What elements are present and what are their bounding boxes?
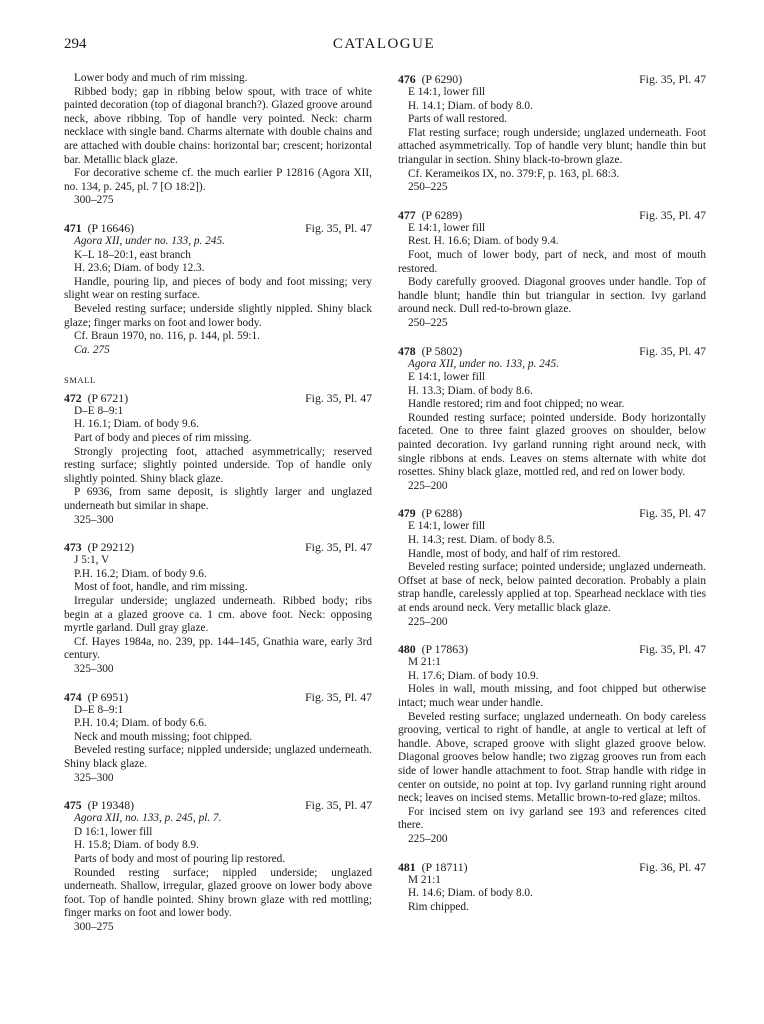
inventory-number: (P 19348): [87, 798, 135, 813]
page-number: 294: [64, 36, 87, 52]
figure-reference: Fig. 35, Pl. 47: [305, 540, 372, 555]
inventory-number: (P 18711): [421, 859, 468, 874]
date-range: 325–300: [74, 513, 114, 526]
deposit: E 14:1, lower fill: [408, 221, 486, 234]
continuation-entry: [64, 72, 372, 208]
deposit: M 21:1: [408, 873, 441, 886]
inventory-number: (P 17863): [421, 642, 469, 657]
figure-reference: Fig. 35, Pl. 47: [639, 72, 706, 86]
entry-number: 476: [398, 72, 416, 86]
condition: Foot, much of lower body, part of neck, and most of mouth restored.: [398, 248, 706, 275]
description: Beveled resting surface; pointed underside; unglazed underneath. Offset at base of neck, below painted decoration. Probably a plain strap handle, carelessly applied at top. Spearhead necklace with ties at ends around neck. Very metallic black glaze.: [398, 561, 706, 614]
dimensions: H. 13.3; Diam. of body 8.6.: [408, 384, 533, 397]
date-range: 225–200: [408, 832, 448, 845]
deposit: E 14:1, lower fill: [408, 86, 486, 98]
comparison: Cf. Kerameikos IX, no. 379:F, p. 163, pl. 68:3.: [408, 167, 620, 180]
inventory-number: (P 5802): [421, 343, 463, 358]
figure-reference: Fig. 35, Pl. 47: [639, 343, 706, 358]
deposit: E 14:1, lower fill: [408, 520, 486, 533]
publication-reference: Agora XII, under no. 133, p. 245.: [74, 234, 225, 247]
deposit: D–E 8–9:1: [74, 703, 124, 716]
entry-heading: [398, 208, 706, 222]
date-range: 225–200: [408, 615, 448, 628]
section-heading-small: SMALL: [64, 375, 96, 386]
catalogue-entry-472: [64, 391, 372, 527]
entry-heading: [64, 391, 372, 405]
comparison: Cf. Hayes 1984a, no. 239, pp. 144–145, Gnathia ware, early 3rd century.: [64, 635, 372, 662]
catalogue-entry-478: [398, 344, 706, 494]
publication-reference: Agora XII, under no. 133, p. 245.: [408, 357, 559, 370]
figure-reference: Fig. 35, Pl. 47: [305, 390, 372, 405]
entry-heading: [64, 798, 372, 812]
dimensions: H. 23.6; Diam. of body 12.3.: [74, 262, 205, 275]
condition: Handle, pouring lip, and pieces of body and foot missing; very slight wear on resting surface.: [64, 275, 372, 302]
catalogue-entry-481: [398, 860, 706, 915]
page-header: [64, 36, 704, 56]
figure-reference: Fig. 35, Pl. 47: [305, 798, 372, 813]
description: Beveled resting surface; nippled underside; unglazed underneath. Shiny black glaze.: [64, 744, 372, 770]
comparison: Cf. Braun 1970, no. 116, p. 144, pl. 59:1.: [74, 330, 260, 343]
date-range: Ca. 275: [74, 343, 110, 356]
left-column: [64, 72, 372, 934]
dimensions: H. 17.6; Diam. of body 10.9.: [408, 669, 539, 682]
inventory-number: (P 16646): [87, 220, 135, 235]
entry-number: 478: [398, 343, 416, 358]
condition: Part of body and pieces of rim missing.: [74, 432, 252, 445]
description: Rounded resting surface; pointed underside. Body horizontally faceted. One to three faint glazed grooves on shoulder, below painted decoration. Ivy garland running right around neck, with single ribbons at ends. Leaves on stems alternate with white dot rosettes. Shiny black glaze, mottled red, and red on lower body.: [398, 411, 706, 479]
catalogue-entry-474: [64, 690, 372, 786]
inventory-number: (P 29212): [87, 540, 135, 555]
date-range: 300–275: [74, 920, 114, 933]
dimensions: H. 14.3; rest. Diam. of body 8.5.: [408, 534, 555, 547]
description: Body carefully grooved. Diagonal grooves under handle. Top of handle blunt; handle thin but triangular in section. Ivy garland around neck. Dull red-to-brown glaze.: [398, 276, 706, 316]
entry-number: 481: [398, 859, 416, 874]
entry-number: 477: [398, 207, 416, 222]
figure-reference: Fig. 35, Pl. 47: [305, 220, 372, 235]
deposit: J 5:1, V: [74, 554, 110, 567]
dimensions: H. 14.1; Diam. of body 8.0.: [408, 99, 533, 112]
entry-number: 472: [64, 390, 82, 405]
dimensions: H. 15.8; Diam. of body 8.9.: [74, 839, 199, 852]
running-title: CATALOGUE: [332, 36, 436, 52]
figure-reference: Fig. 35, Pl. 47: [639, 642, 706, 657]
dimensions: H. 16.1; Diam. of body 9.6.: [74, 418, 199, 431]
figure-reference: Fig. 35, Pl. 47: [639, 207, 706, 222]
figure-reference: Fig. 36, Pl. 47: [639, 859, 706, 874]
entry-heading: [64, 690, 372, 704]
continuation-date: 300–275: [74, 194, 114, 207]
dimensions: Rest. H. 16.6; Diam. of body 9.4.: [408, 235, 559, 248]
note: For incised stem on ivy garland see 193 and references cited there.: [398, 805, 706, 832]
deposit: D 16:1, lower fill: [74, 825, 153, 838]
condition: Rim chipped.: [408, 900, 469, 913]
date-range: 325–300: [74, 771, 114, 784]
deposit: K–L 18–20:1, east branch: [74, 248, 191, 261]
catalogue-entry-473: [64, 540, 372, 676]
inventory-number: (P 6721): [87, 390, 129, 405]
description: Rounded resting surface; nippled underside; unglazed underneath. Shallow, irregular, glazed groove on lower body above foot. Top of handle pointed. Shiny brown glaze with red mottling; finger marks on foot and lower body.: [64, 866, 372, 920]
entry-number: 471: [64, 220, 82, 235]
entry-number: 474: [64, 689, 82, 704]
description: Irregular underside; unglazed underneath. Ribbed body; ribs begin at a glazed groove ca. 1 cm. above foot. Neck: opposing myrtle garland. Dull gray glaze.: [64, 595, 372, 635]
dimensions: H. 14.6; Diam. of body 8.0.: [408, 887, 533, 900]
deposit: M 21:1: [408, 656, 441, 669]
inventory-number: (P 6951): [87, 689, 129, 704]
date-range: 325–300: [74, 662, 114, 675]
continuation-condition: Lower body and much of rim missing.: [74, 72, 248, 84]
entry-number: 479: [398, 506, 416, 521]
condition: Handle, most of body, and half of rim restored.: [408, 547, 621, 560]
condition: Most of foot, handle, and rim missing.: [74, 581, 248, 594]
date-range: 250–225: [408, 181, 448, 194]
deposit: D–E 8–9:1: [74, 404, 124, 417]
catalogue-entry-477: [398, 208, 706, 331]
inventory-number: (P 6290): [421, 72, 463, 86]
figure-reference: Fig. 35, Pl. 47: [305, 689, 372, 704]
date-range: 250–225: [408, 316, 448, 329]
catalogue-entry-476: [398, 72, 706, 195]
dimensions: P.H. 16.2; Diam. of body 9.6.: [74, 567, 207, 580]
catalogue-entry-479: [398, 506, 706, 629]
publication-reference: Agora XII, no. 133, p. 245, pl. 7.: [74, 812, 222, 825]
condition: Parts of wall restored.: [408, 113, 508, 126]
entry-heading: [398, 72, 706, 86]
inventory-number: (P 6289): [421, 207, 463, 222]
continuation-comparison: For decorative scheme cf. the much earlier P 12816 (Agora XII, no. 134, p. 245, pl. 7 [O 18:2]).: [64, 167, 372, 193]
entry-heading: [398, 344, 706, 358]
entry-heading: [64, 540, 372, 554]
entry-heading: [398, 642, 706, 656]
description: Strongly projecting foot, attached asymmetrically; reserved resting surface; slightly pointed underside. Top of handle only slightly pointed. Shiny black glaze.: [64, 445, 372, 485]
condition: Holes in wall, mouth missing, and foot chipped but otherwise intact; much wear under handle.: [398, 683, 706, 709]
inventory-number: (P 6288): [421, 506, 463, 521]
catalogue-entry-475: [64, 798, 372, 934]
entry-number: 473: [64, 540, 82, 555]
continuation-description: Ribbed body; gap in ribbing below spout, with trace of white painted decoration (top of diagonal branch?). Glazed groove around neck, above ribbing. Top of handle very pointed. Neck: charm necklace with single band. Charms alternate with double chains and are attached with double chains: horizontal bar; crescent; horizontal bar. Metallic black glaze.: [64, 85, 372, 166]
entry-number: 480: [398, 642, 416, 657]
entry-number: 475: [64, 798, 82, 813]
catalogue-entry-480: [398, 642, 706, 846]
description: Flat resting surface; rough underside; unglazed underneath. Foot attached asymmetrically. Top of handle very blunt; handle thin but triangular in section. Shiny black-to-brown glaze.: [398, 126, 706, 166]
condition: Neck and mouth missing; foot chipped.: [74, 730, 253, 743]
description: Beveled resting surface; unglazed underneath. On body careless grooving, vertical to right of handle, at angle to vertical at left of handle. Above, scraped groove with slight glazed groove below. Diagonal grooves below handle; two zigzag grooves run from each side of lower handle attachment to foot. Strap handle with ridge in center on outside, no point at top. Ivy garland running right around neck; leaves on incised stems. Metallic brown-to-red glaze; miltos.: [398, 710, 706, 805]
condition: Parts of body and most of pouring lip restored.: [74, 852, 286, 865]
note: P 6936, from same deposit, is slightly larger and unglazed underneath but similar in shape.: [64, 486, 372, 513]
description: Beveled resting surface; underside slightly nippled. Shiny black glaze; finger marks on foot and lower body.: [64, 302, 372, 329]
right-column: [398, 72, 706, 914]
date-range: 225–200: [408, 479, 448, 492]
deposit: E 14:1, lower fill: [408, 371, 486, 384]
entry-heading: [398, 860, 706, 874]
catalogue-entry-471: [64, 221, 372, 357]
figure-reference: Fig. 35, Pl. 47: [639, 506, 706, 521]
dimensions: P.H. 10.4; Diam. of body 6.6.: [74, 717, 207, 730]
condition: Handle restored; rim and foot chipped; no wear.: [408, 398, 625, 411]
entry-heading: [64, 221, 372, 235]
entry-heading: [398, 506, 706, 520]
